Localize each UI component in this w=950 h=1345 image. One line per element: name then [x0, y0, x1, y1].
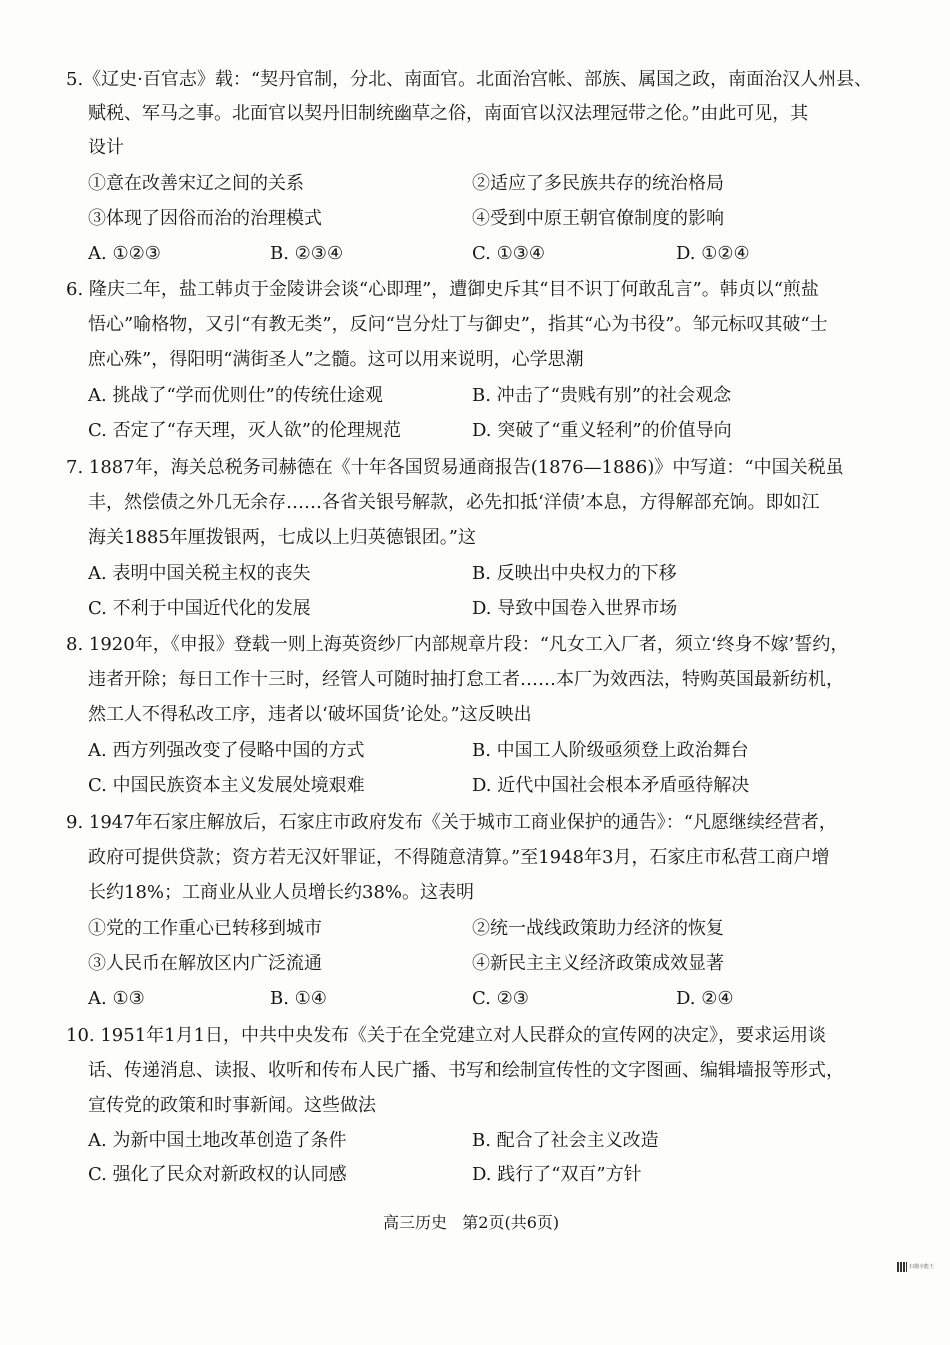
q5-choice-a: A. ①②③: [88, 243, 161, 264]
q7-choice-d: D. 导致中国卷入世界市场: [472, 598, 678, 619]
q5-choice-c: C. ①③④: [472, 243, 545, 264]
q10-line-1: 10. 1951年1月1日，中共中央发布《关于在全党建立对人民群众的宣传网的决定》，要求运用谈: [66, 1025, 827, 1046]
q9-choice-c: C. ②③: [472, 988, 529, 1009]
q5-choice-d: D. ①②④: [676, 243, 750, 264]
q7-choice-a: A. 表明中国关税主权的丧失: [88, 563, 311, 584]
q5-choice-b: B. ②③④: [270, 243, 344, 264]
q6-choice-c: C. 否定了“存天理，灭人欲”的伦理规范: [88, 420, 401, 441]
q10-line-2: 话、传递消息、读报、收听和传布人民广播、书写和绘制宣传性的文字图画、编辑墙报等形式，: [88, 1060, 844, 1081]
q8-choice-d: D. 近代中国社会根本矛盾亟待解决: [472, 775, 750, 796]
q6-choice-a: A. 挑战了“学而优则仕”的传统仕途观: [88, 385, 383, 406]
q9-option-1: ①党的工作重心已转移到城市: [88, 918, 322, 939]
q5-option-4: ④受到中原王朝官僚制度的影响: [472, 208, 724, 229]
q10-line-3: 宣传党的政策和时事新闻。这些做法: [88, 1095, 376, 1116]
scanner-watermark: [897, 1261, 945, 1273]
q5-option-1: ①意在改善宋辽之间的关系: [88, 173, 304, 194]
q8-choice-c: C. 中国民族资本主义发展处境艰难: [88, 775, 365, 796]
q9-option-4: ④新民主主义经济政策成效显著: [472, 953, 724, 974]
q9-choice-d: D. ②④: [676, 988, 734, 1009]
q10-choice-b: B. 配合了社会主义改造: [472, 1130, 659, 1151]
q7-line-1: 7. 1887年，海关总税务司赫德在《十年各国贸易通商报告(1876—1886)》中写道：“中国关税虽: [66, 457, 844, 478]
q9-option-2: ②统一战线政策助力经济的恢复: [472, 918, 724, 939]
q6-choice-d: D. 突破了“重义轻利”的价值导向: [472, 420, 732, 441]
q10-choice-a: A. 为新中国土地改革创造了条件: [88, 1130, 347, 1151]
q6-line-3: 庶心殊”，得阳明“满街圣人”之髓。这可以用来说明，心学思潮: [88, 349, 584, 370]
q10-choice-d: D. 践行了“双百”方针: [472, 1164, 642, 1185]
q8-line-2: 违者开除；每日工作十三时，经管人可随时抽打怠工者……本厂为效西法，特购英国最新纺机，: [88, 669, 844, 690]
q9-option-3: ③人民币在解放区内广泛流通: [88, 953, 322, 974]
footer-subject: 高三历史: [383, 1213, 448, 1232]
q6-line-2: 悟心”喻格物，又引“有教无类”，反问“岂分灶丁与御史”，指其“心为书役”。邹元标叹其破“士: [88, 314, 828, 335]
q7-choice-c: C. 不利于中国近代化的发展: [88, 598, 311, 619]
q9-choice-a: A. ①③: [88, 988, 145, 1009]
q8-line-3: 然工人不得私改工序，违者以‘破坏国货’论处。”这反映出: [88, 704, 532, 725]
q8-line-1: 8. 1920年，《申报》登载一则上海英资纱厂内部规章片段：“凡女工入厂者，须立‘终身不嫁’誓约，: [66, 634, 849, 655]
q5-line-2: 赋税、军马之事。北面官以契丹旧制统幽草之俗，南面官以汉法理冠带之伦。”由此可见，其: [88, 103, 809, 124]
q5-line-1: 5.《辽史·百官志》载：“契丹官制，分北、南面官。北面治宫帐、部族、属国之政，南面治汉人州县、: [66, 69, 873, 90]
q5-line-3: 设计: [88, 137, 124, 158]
q10-choice-c: C. 强化了民众对新政权的认同感: [88, 1164, 347, 1185]
q6-line-1: 6. 隆庆二年，盐工韩贞于金陵讲会谈“心即理”，遭御史斥其“目不识丁何敢乱言”。韩贞以“煎盐: [66, 279, 819, 300]
footer-page-number: 第2页(共6页): [462, 1213, 560, 1232]
q8-choice-b: B. 中国工人阶级亟须登上政治舞台: [472, 740, 749, 761]
page-footer: [383, 1213, 559, 1233]
watermark-text: 扫描全能王: [909, 1264, 935, 1270]
q5-option-3: ③体现了因俗而治的治理模式: [88, 208, 322, 229]
q7-choice-b: B. 反映出中央权力的下移: [472, 563, 677, 584]
q8-choice-a: A. 西方列强改变了侵略中国的方式: [88, 740, 365, 761]
q7-line-2: 丰，然偿债之外几无余存……各省关银号解款，必先扣抵‘洋债’本息，方得解部充饷。即如江: [88, 492, 820, 513]
q9-line-2: 政府可提供贷款；资方若无汉奸罪证，不得随意清算。”至1948年3月，石家庄市私营工商户增: [88, 847, 830, 868]
q9-line-1: 9. 1947年石家庄解放后，石家庄市政府发布《关于城市工商业保护的通告》：“凡愿继续经营者，: [66, 812, 837, 833]
q5-option-2: ②适应了多民族共存的统治格局: [472, 173, 724, 194]
qr-code-icon: [897, 1262, 907, 1272]
q9-line-3: 长约18%；工商业从业人员增长约38%。这表明: [88, 882, 475, 903]
q9-choice-b: B. ①④: [270, 988, 327, 1009]
q6-choice-b: B. 冲击了“贵贱有别”的社会观念: [472, 385, 732, 406]
q7-line-3: 海关1885年厘拨银两，七成以上归英德银团。”这: [88, 527, 477, 548]
